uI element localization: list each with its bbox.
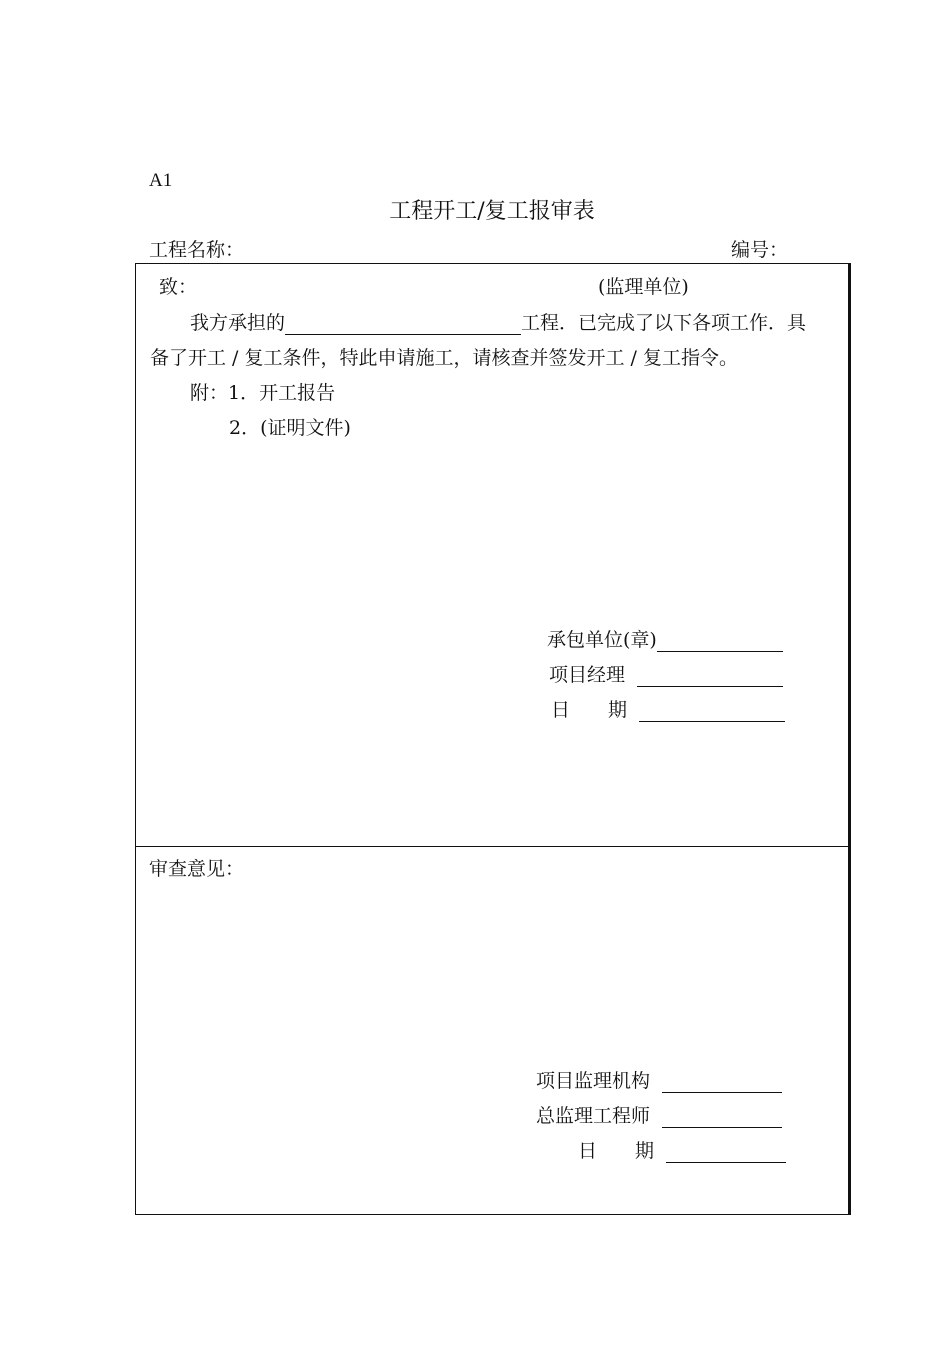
attachment-item-1: 附：1．开工报告 (190, 382, 336, 404)
review-date-blank-line (666, 1146, 786, 1163)
supervision-org-label: 项目监理机构 (536, 1070, 651, 1092)
application-date-blank-line (639, 705, 785, 722)
application-body-line1 (190, 311, 806, 335)
project-blank-line (285, 318, 521, 335)
chief-engineer-row (536, 1104, 782, 1128)
chief-engineer-blank-line (662, 1111, 782, 1128)
section-divider (135, 846, 849, 847)
to-label: 致： (159, 276, 198, 298)
project-name-label: 工程名称： (149, 239, 245, 261)
attachment-item-2: 2．(证明文件) (229, 417, 351, 439)
supervisor-unit-label: (监理单位) (598, 276, 689, 298)
supervision-org-blank-line (662, 1076, 782, 1093)
application-date-row (551, 698, 785, 722)
chief-engineer-label: 总监理工程师 (536, 1105, 651, 1127)
body-prefix: 我方承担的 (190, 312, 286, 334)
project-manager-row (549, 663, 783, 687)
review-date-label: 日 期 (578, 1140, 655, 1162)
application-body-line2: 备了开工 / 复工条件，特此申请施工，请核查并签发开工 / 复工指令。 (150, 347, 738, 369)
body-suffix: 工程．已完成了以下各项工作．具 (521, 312, 807, 334)
review-date-row (578, 1139, 786, 1163)
form-code: A1 (149, 170, 173, 191)
contractor-blank-line (657, 635, 783, 652)
project-manager-blank-line (637, 670, 783, 687)
serial-number-label: 编号： (731, 239, 789, 261)
project-manager-label: 项目经理 (549, 664, 626, 686)
contractor-label: 承包单位(章) (547, 629, 657, 651)
supervision-org-row (536, 1069, 782, 1093)
application-date-label: 日 期 (551, 699, 628, 721)
page-title: 工程开工/复工报审表 (389, 199, 595, 224)
contractor-signature-row (547, 628, 783, 652)
review-opinion-label: 审查意见： (149, 858, 245, 880)
